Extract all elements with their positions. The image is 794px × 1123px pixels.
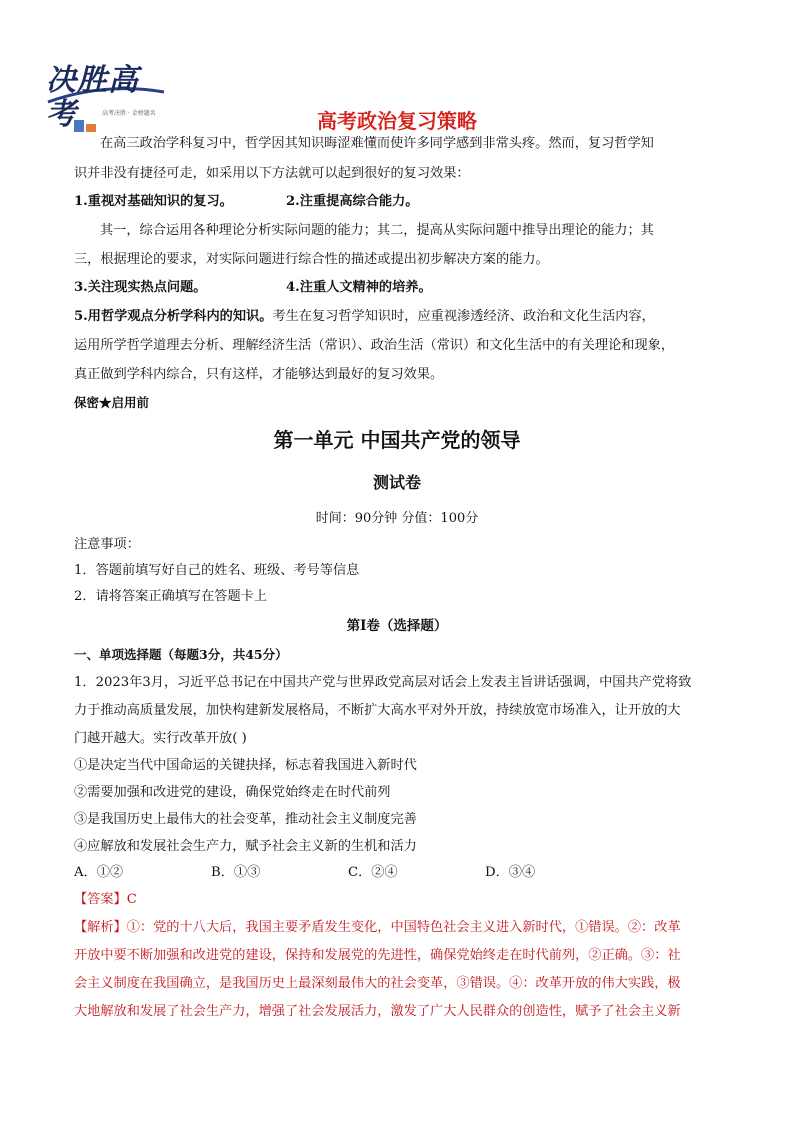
statement-3: ③是我国历史上最伟大的社会变革，推动社会主义制度完善 [74, 812, 417, 827]
section-title: 第I卷（选择题） [346, 618, 448, 634]
method-5-line-3: 真正做到学科内综合，只有这样，才能够达到最好的复习效果。 [74, 367, 444, 382]
intro-line-1: 在高三政治学科复习中，哲学因其知识晦涩难懂而使许多同学感到非常头疼。然而，复习哲学知 [100, 136, 654, 151]
analysis-line-2: 开放中要不断加强和改进党的建设，保持和发展党的先进性，确保党始终走在时代前列，②正确。③：社 [74, 948, 681, 963]
question-1-line-1: 1．2023年3月，习近平总书记在中国共产党与世界政党高层对话会上发表主旨讲话强调，中国共产党将致 [74, 675, 692, 690]
time-score-info: 时间：90分钟 分值：100分 [315, 511, 479, 526]
page-title: 高考政治复习策略 [317, 109, 477, 133]
analysis-line-3: 会主义制度在我国确立，是我国历史上最深刻最伟大的社会变革，③错误。④：改革开放的伟大实践，极 [74, 976, 681, 991]
statement-1: ①是决定当代中国命运的关键抉择，标志着我国进入新时代 [74, 758, 417, 773]
option-b: B．①③ [211, 865, 261, 880]
option-a: A．①② [74, 865, 124, 880]
logo-subtext: 高考决胜 · 金榜题名 [102, 110, 156, 117]
analysis-line-4: 大地解放和发展了社会生产力，增强了社会发展活力，激发了广大人民群众的创造性，赋予了社会主义新 [74, 1004, 681, 1019]
method-3: 3.关注现实热点问题。 [74, 280, 207, 295]
secret-label: 保密★启用前 [74, 395, 150, 410]
method-5-text: 考生在复习哲学知识时，应重视渗透经济、政治和文化生活内容， [272, 309, 655, 324]
ability-line-1: 其一，综合运用各种理论分析实际问题的能力；其二，提高从实际问题中推导出理论的能力；其 [100, 223, 654, 238]
unit-title: 第一单元 中国共产党的领导 [273, 428, 521, 452]
method-5-line-1 [74, 307, 655, 327]
option-c: C．②④ [348, 865, 398, 880]
question-1-line-3: 门越开越大。实行改革开放( ) [74, 731, 247, 746]
ability-line-2: 三，根据理论的要求，对实际问题进行综合性的描述或提出初步解决方案的能力。 [74, 252, 549, 267]
logo-text: 决胜高考 [46, 63, 139, 132]
option-d: D．③④ [485, 865, 536, 880]
notes-heading: 注意事项： [74, 537, 140, 552]
test-subtitle: 测试卷 [372, 473, 421, 492]
note-2: 2．请将答案正确填写在答题卡上 [74, 589, 268, 604]
statement-4: ④应解放和发展社会生产力，赋予社会主义新的生机和活力 [74, 839, 417, 854]
method-4: 4.注重人文精神的培养。 [286, 280, 432, 295]
answer-label: 【答案】C [74, 892, 137, 907]
note-1: 1．答题前填写好自己的姓名、班级、考号等信息 [74, 563, 360, 578]
analysis-line-1: 【解析】①：党的十八大后，我国主要矛盾发生变化，中国特色社会主义进入新时代，①错误。②：改革 [74, 920, 681, 935]
question-1-line-2: 力于推动高质量发展，加快构建新发展格局，不断扩大高水平对外开放，持续放宽市场准入，让开放的大 [74, 703, 681, 718]
method-5-heading: 5.用哲学观点分析学科内的知识。 [74, 309, 273, 324]
part-heading: 一、单项选择题（每题3分，共45分） [74, 647, 288, 662]
method-5-line-2: 运用所学哲学道理去分析、理解经济生活（常识）、政治生活（常识）和文化生活中的有关理论和现象， [74, 338, 675, 353]
method-1: 1.重视对基础知识的复习。 [74, 194, 233, 209]
answer-options [74, 863, 622, 883]
method-2: 2.注重提高综合能力。 [286, 194, 419, 209]
intro-line-2: 识并非没有捷径可走，如采用以下方法就可以起到很好的复习效果： [74, 166, 470, 181]
statement-2: ②需要加强和改进党的建设，确保党始终走在时代前列 [74, 785, 391, 800]
